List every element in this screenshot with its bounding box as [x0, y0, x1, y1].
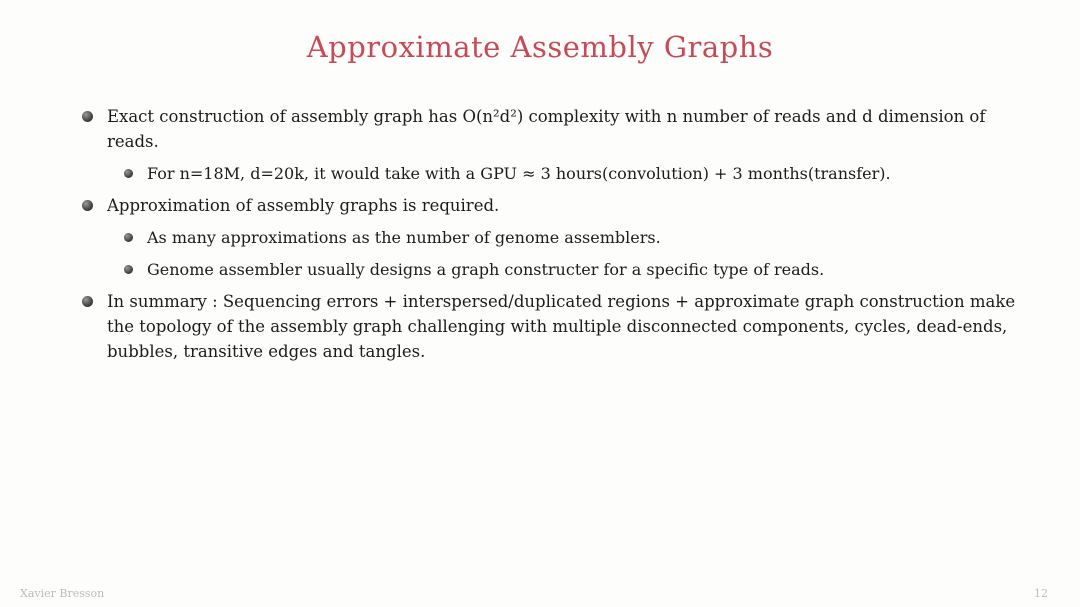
ball-bullet-icon [124, 169, 133, 178]
bullet-text: As many approximations as the number of genome assemblers. [147, 228, 661, 247]
sub-bullet-item [124, 161, 1020, 186]
ball-bullet-icon [82, 200, 93, 211]
bullet-item [82, 104, 1020, 154]
ball-bullet-icon [124, 265, 133, 274]
bullet-text: Approximation of assembly graphs is required. [107, 196, 500, 215]
ball-bullet-icon [124, 233, 133, 242]
ball-bullet-icon [82, 296, 93, 307]
slide-footer [0, 587, 1080, 600]
ball-bullet-icon [82, 111, 93, 122]
sub-bullet-item [124, 225, 1020, 250]
bullet-text: Genome assembler usually designs a graph constructer for a specific type of reads. [147, 260, 825, 279]
bullet-text: Exact construction of assembly graph has O(n²d²) complexity with n number of reads and d dimension of reads. [107, 107, 986, 151]
slide-title: Approximate Assembly Graphs [306, 30, 774, 64]
footer-author: Xavier Bresson [20, 587, 105, 600]
bullet-item [82, 289, 1020, 364]
footer-page-number: 12 [1034, 587, 1048, 600]
slide-content [0, 104, 1080, 364]
bullet-text: For n=18M, d=20k, it would take with a GPU ≈ 3 hours(convolution) + 3 months(transfer). [147, 164, 891, 183]
bullet-text: In summary : Sequencing errors + interspersed/duplicated regions + approximate graph construction make the topology of the assembly graph challenging with multiple disconnected components, cycles, dead-ends, bubbles, transitive edges and tangles. [107, 292, 1016, 361]
sub-bullet-item [124, 257, 1020, 282]
bullet-item [82, 193, 1020, 218]
